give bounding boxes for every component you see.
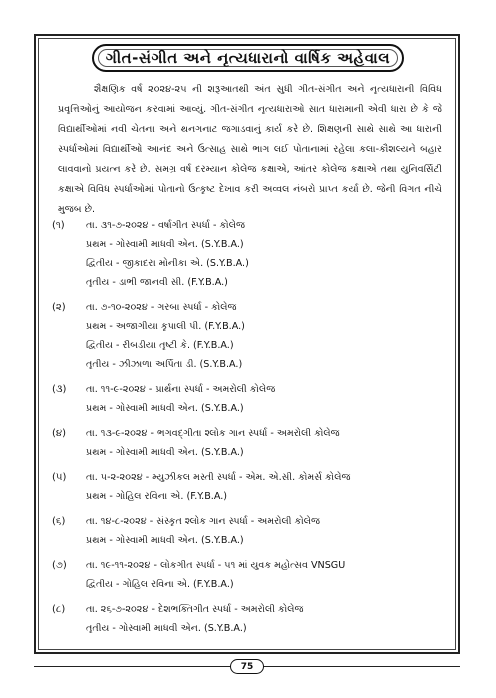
- event-number: (૬): [52, 516, 66, 527]
- event-item: [52, 216, 452, 292]
- event-details: [86, 512, 452, 550]
- event-heading: તા. ૭-૧૦-૨૦૨૪ - ગરબા સ્પર્ધા - કોલેજ: [86, 302, 237, 313]
- event-item: [52, 298, 452, 374]
- winner-entry: દ્વિતીય - રીબડીયા તૃષ્ટી કે. (F.Y.B.A.): [86, 340, 234, 351]
- event-details: [86, 380, 452, 418]
- intro-paragraph-block: [58, 80, 442, 220]
- events-list: [52, 216, 452, 644]
- event-details: [86, 600, 452, 638]
- event-number: (૩): [52, 384, 67, 395]
- winner-entry: તૃતીય - ડાભી જાનવી સી. (F.Y.B.A.): [86, 277, 228, 288]
- winner-entry: પ્રથમ - ગોસ્વામી માધવી એન. (S.Y.B.A.): [86, 447, 244, 458]
- event-details: [86, 424, 452, 462]
- intro-paragraph: શૈક્ષણિક વર્ષ ૨૦૨૪-૨૫ ની શરૂઆતથી અંત સુધી ગીત-સંગીત અને નૃત્યધારાની વિવિધ પ્રવૃત્તિઓનું આયોજન કરવામાં આવ્યું. ગીત-સંગીત નૃત્યધારાઓ સાત ધારામાની એવી ધારા છે કે જે વિદ્યાર્થીઓમાં નવી ચેતના અને થનગનાટ જગાડવાનું કાર્ય કરે છે. શિક્ષણની સાથે સાથે આ ધારાની સ્પર્ધાઓમાં વિદ્યાર્થીઓ આનંદ અને ઉત્સાહ સાથે ભાગ લઈ પોતાનામાં રહેલા કલા-કૌશલ્યને બહાર લાવવાનો પ્રયત્ન કરે છે. સમગ્ર વર્ષ દરમ્યાન કોલેજ કક્ષાએ, આંતર કોલેજ કક્ષાએ તથા યુનિવર્સિટી કક્ષાએ વિવિધ સ્પર્ધાઓમાં પોતાનો ઉત્કૃષ્ટ દેખાવ કરી અવ્વલ નંબરો પ્રાપ્ત કર્યા છે. જેની વિગત નીચે મુજબ છે.: [58, 84, 442, 215]
- event-item: [52, 556, 452, 594]
- event-number: (૨): [52, 302, 66, 313]
- event-item: [52, 380, 452, 418]
- event-heading: તા. ૧૧-૯-૨૦૨૪ - પ્રાર્થના સ્પર્ધા - અમરોલી કોલેજ: [86, 384, 276, 395]
- event-item: [52, 424, 452, 462]
- page-number: 75: [230, 659, 264, 674]
- event-number: (૧): [52, 220, 65, 231]
- event-heading: તા. ૧૪-૮-૨૦૨૪ - સંસ્કૃત શ્લોક ગાન સ્પર્ધા - અમરોલી કોલેજ: [86, 516, 321, 527]
- event-number: (૮): [52, 604, 66, 615]
- event-details: [86, 556, 452, 594]
- event-item: [52, 512, 452, 550]
- winner-entry: પ્રથમ - ગોસ્વામી માધવી એન. (S.Y.B.A.): [86, 239, 244, 250]
- winner-entry: દ્વિતીય - જીકાદરા મોનીકા એ. (S.Y.B.A.): [86, 258, 249, 269]
- event-item: [52, 600, 452, 638]
- event-heading: તા. ૨૬-૭-૨૦૨૪ - દેશભક્તિગીત સ્પર્ધા - અમરોલી કોલેજ: [86, 604, 304, 615]
- winner-entry: પ્રથમ - ગોસ્વામી માધવી એન. (S.Y.B.A.): [86, 403, 244, 414]
- winner-entry: પ્રથમ - ગોહિલ રવિના એ. (F.Y.B.A.): [86, 491, 228, 502]
- event-heading: તા. ૧૩-૯-૨૦૨૪ - ભગવદ્ગીતા શ્લોક ગાન સ્પર્ધા - અમરોલી કોલેજ: [86, 428, 340, 439]
- winner-entry: દ્વિતીય - ગોહિલ રવિના એ. (F.Y.B.A.): [86, 579, 234, 590]
- winner-entry: તૃતીય - ગોસ્વામી માધવી એન. (S.Y.B.A.): [86, 623, 247, 634]
- event-details: [86, 216, 452, 292]
- event-heading: તા. ૩૧-૭-૨૦૨૪ - વર્ષાગીત સ્પર્ધા - કોલેજ: [86, 220, 246, 231]
- winner-entry: પ્રથમ - ગોસ્વામી માધવી એન. (S.Y.B.A.): [86, 535, 244, 546]
- report-title: ગીત-સંગીત અને નૃત્યધારાનો વાર્ષિક અહેવાલ: [105, 49, 391, 67]
- event-number: (૫): [52, 472, 67, 483]
- event-details: [86, 298, 452, 374]
- winner-entry: તૃતીય - ઝીઝાળા અર્પિતા ડી. (S.Y.B.A.): [86, 359, 243, 370]
- event-item: [52, 468, 452, 506]
- winner-entry: પ્રથમ - અજાગીયા કૃપાલી પી. (F.Y.B.A.): [86, 321, 245, 332]
- event-heading: તા. ૧૯-૧૧-૨૦૨૪ - લોકગીત સ્પર્ધા - ૫૧ માં યુવક મહોત્સવ VNSGU: [86, 560, 346, 571]
- event-number: (૭): [52, 560, 67, 571]
- report-title-box: [92, 44, 404, 72]
- event-number: (૪): [52, 428, 67, 439]
- event-heading: તા. ૫-૨-૨૦૨૪ - મ્યુઝીકલ મસ્તી સ્પર્ધા - એમ. એ.સી. કોમર્સ કોલેજ: [86, 472, 351, 483]
- event-details: [86, 468, 452, 506]
